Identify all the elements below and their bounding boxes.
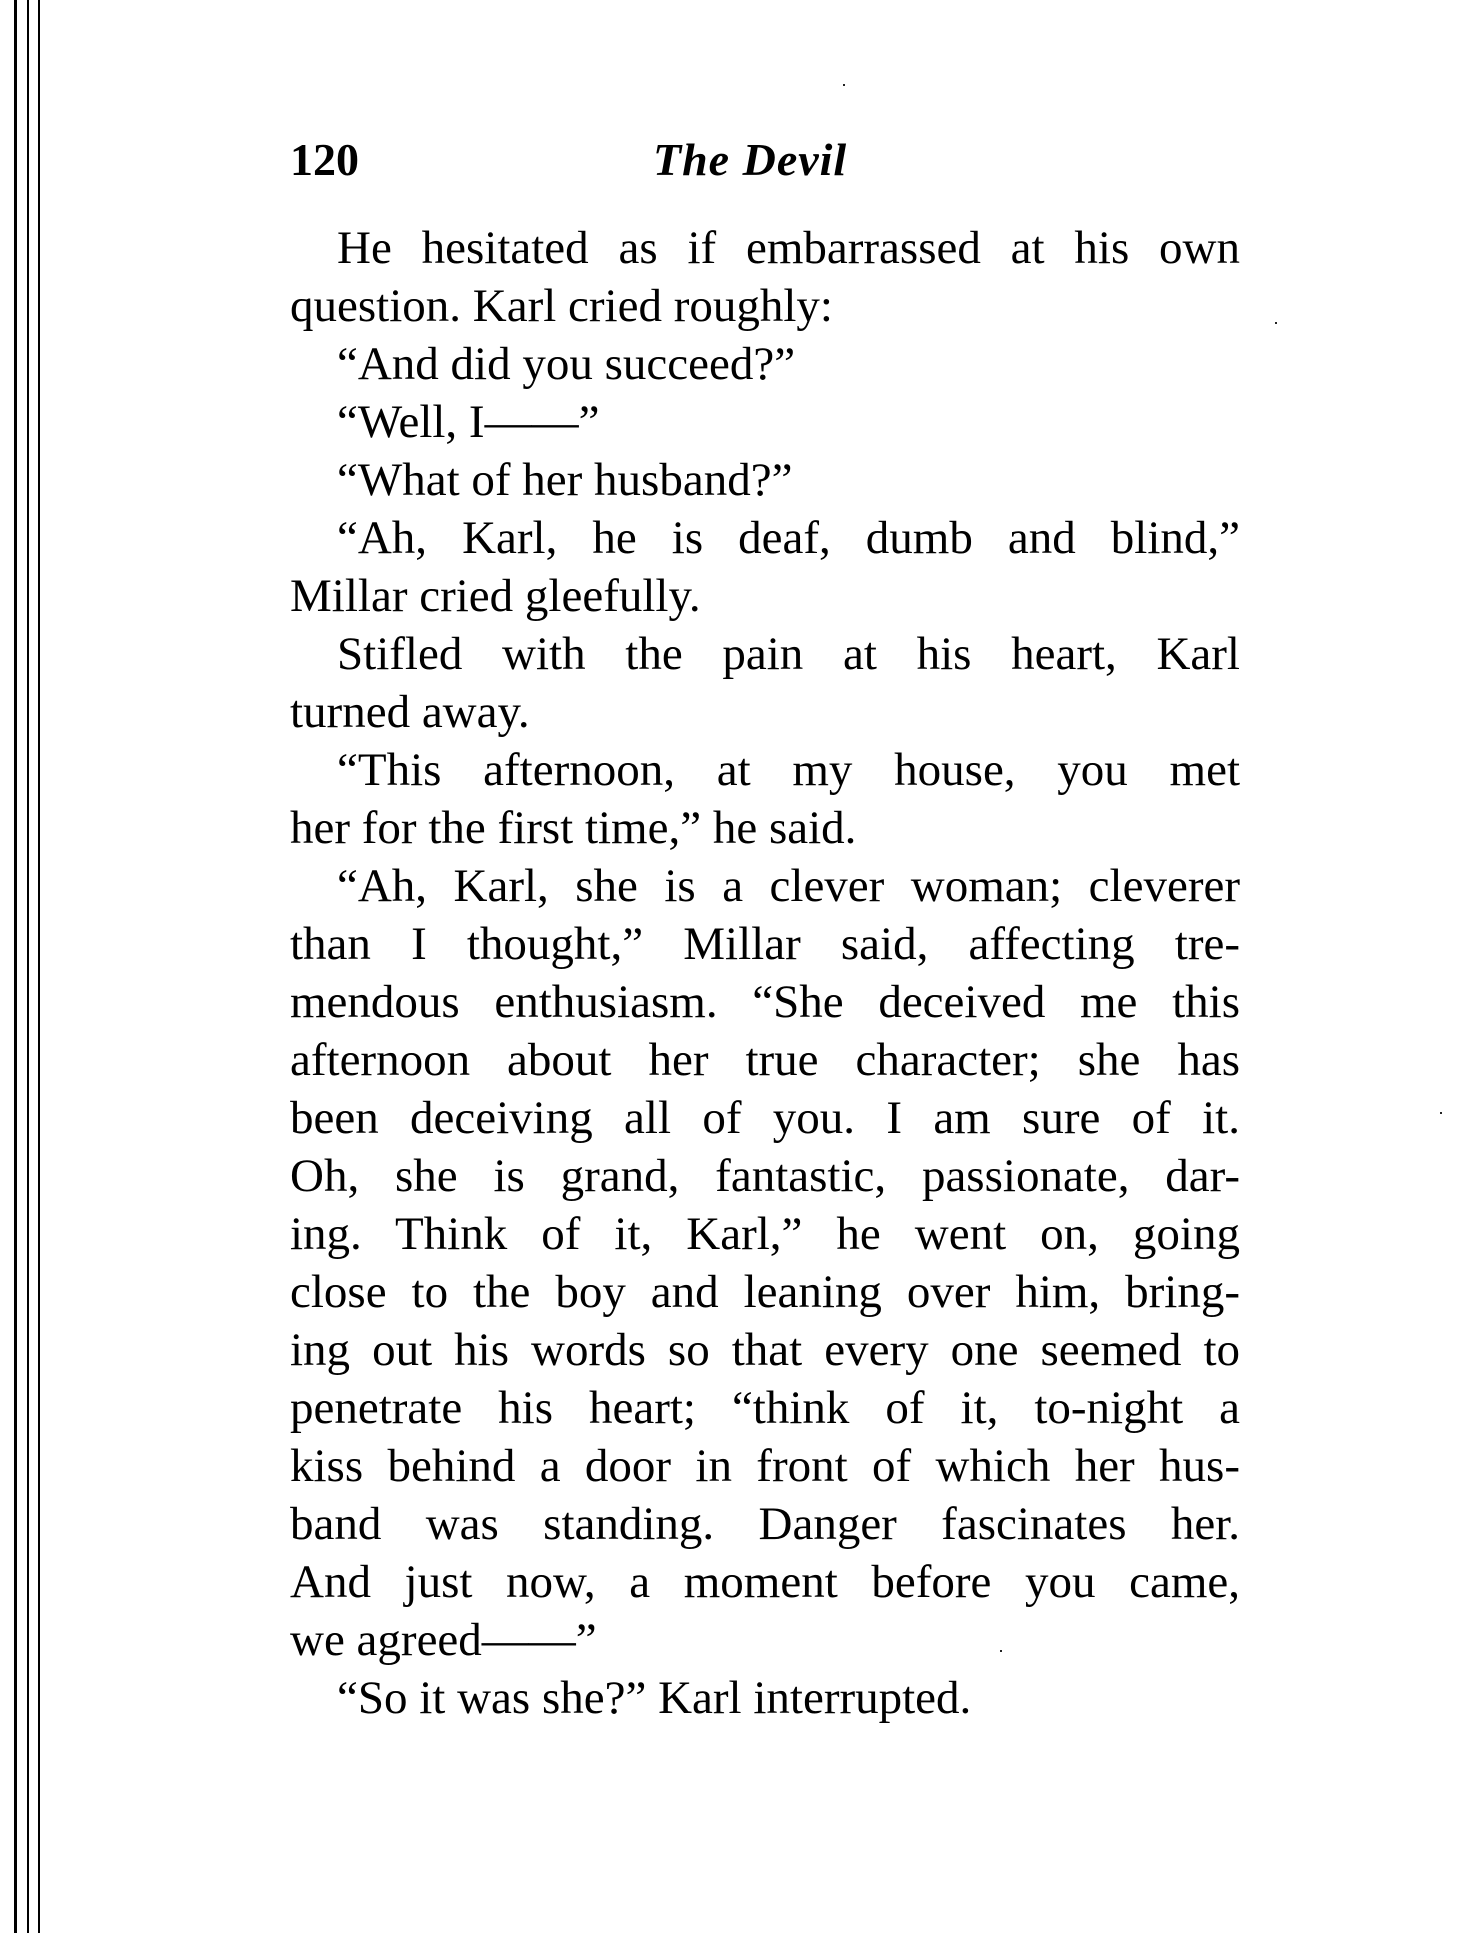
running-head [290,134,1240,185]
text-line: we agreed——” [290,1614,597,1666]
text-line: “So it was she?” Karl interrupted. [337,1672,972,1724]
text-line: mendous enthusiasm. “She deceived me this [290,976,1240,1028]
text-line: “This afternoon, at my house, you met [337,744,1240,796]
text-line: Stifled with the pain at his heart, Karl [337,628,1240,680]
text-line: Millar cried gleefully. [290,570,701,622]
text-line: “Ah, Karl, he is deaf, dumb and blind,” [337,512,1240,564]
page-number: 120 [290,134,359,185]
text-line: band was standing. Danger fascinates her. [290,1498,1240,1550]
text-line: “Ah, Karl, she is a clever woman; cleverer [337,860,1240,912]
text-line: Oh, she is grand, fantastic, passionate, dar- [290,1150,1240,1202]
text-line: penetrate his heart; “think of it, to-night a [290,1382,1240,1434]
binding-edge-line [38,0,40,1933]
book-title: The Devil [653,134,848,185]
text-line: close to the boy and leaning over him, bring- [290,1266,1240,1318]
text-line: been deceiving all of you. I am sure of it. [290,1092,1240,1144]
scan-speck [1275,322,1277,324]
scan-speck [843,84,845,86]
text-line: kiss behind a door in front of which her hus- [290,1440,1240,1492]
body-text [290,219,1240,1727]
text-line: “Well, I——” [337,396,600,448]
text-line: And just now, a moment before you came, [290,1556,1240,1608]
text-line: turned away. [290,686,530,738]
text-line: ing. Think of it, Karl,” he went on, going [290,1208,1240,1260]
text-line: He hesitated as if embarrassed at his own [337,222,1240,274]
scan-speck [1440,1112,1442,1114]
text-line: ing out his words so that every one seemed to [290,1324,1240,1376]
text-line: her for the first time,” he said. [290,802,857,854]
text-line: “What of her husband?” [337,454,793,506]
text-line: afternoon about her true character; she has [290,1034,1240,1086]
text-line: question. Karl cried roughly: [290,280,833,332]
text-line: “And did you succeed?” [337,338,796,390]
binding-edge-line [14,0,17,1933]
binding-edge-line [27,0,29,1933]
text-line: than I thought,” Millar said, affecting tre- [290,918,1240,970]
